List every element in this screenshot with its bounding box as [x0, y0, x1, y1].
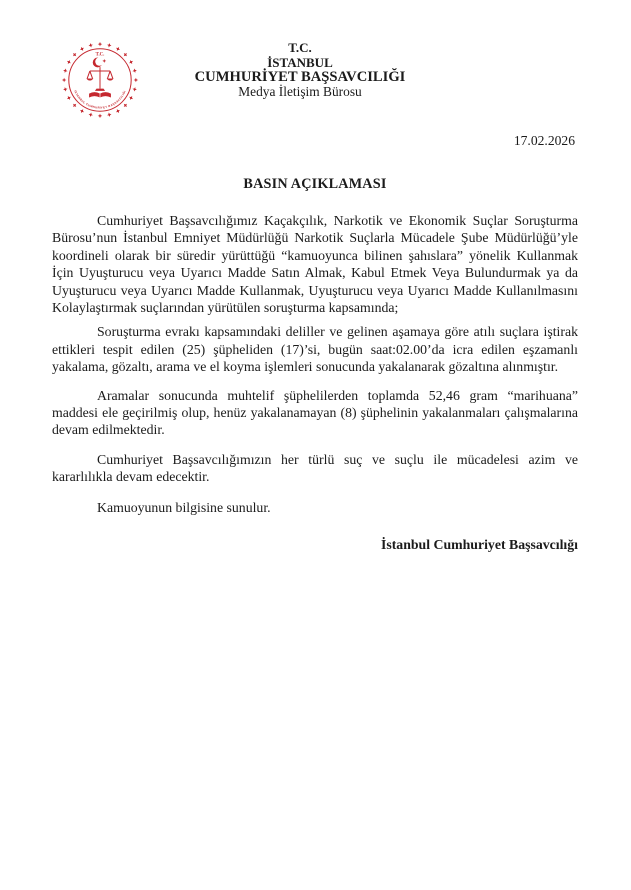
paragraph-seizure: Aramalar sonucunda muhtelif şüphelilerden toplamda 52,46 gram “marihuana” maddesi ele geçirilmiş olup, henüz yakalanamayan (8) şüphelinin yakalanmaları çalışmalarına devam edilmektedir. [52, 387, 578, 438]
signature: İstanbul Cumhuriyet Başsavcılığı [380, 537, 578, 553]
paragraph-commitment: Cumhuriyet Başsavcılığımızın her türlü suç ve suçlu ile mücadelesi azim ve kararlılıkla devam edecektir. [52, 451, 578, 485]
document-body [52, 176, 578, 553]
letterhead [52, 41, 548, 99]
document-date: 17.02.2026 [513, 133, 575, 148]
paragraph-public-notice: Kamuoyunun bilgisine sunulur. [97, 499, 271, 515]
document-title: BASIN AÇIKLAMASI [243, 176, 387, 192]
emblem-ring-text: İSTANBUL CUMHURİYET BAŞSAVCILIĞI [73, 89, 127, 110]
letterhead-republic: T.C. [288, 40, 312, 55]
paragraph-detentions: Soruşturma evrakı kapsamındaki deliller ve gelinen aşamaya göre atılı suçlara iştirak ettikleri tespit edilen (25) şüpheliden (17)’si, bugün saat:02.00’da icra edilen eşzamanlı yakalama, gözaltı, arama ve el koyma işlemleri sonucunda yakalanarak gözaltına alınmıştır. [52, 324, 578, 375]
letterhead-city: İSTANBUL [267, 54, 333, 70]
letterhead-bureau: Medya İletişim Bürosu [238, 83, 362, 99]
paragraph-investigation-scope: Cumhuriyet Başsavcılığımız Kaçakçılık, Narkotik ve Ekonomik Suçlar Soruşturma Bürosu’nun İstanbul Emniyet Müdürlüğü Narkotik Suçlarla Mücadele Şube Müdürlüğü’yle koordineli olarak bir süredir yürüttüğü “kamuoyunca bilinen şahıslara” yönelik Kullanmak İçin Uyuşturucu veya Uyarıcı Madde Satın Almak, Kabul Etmek Veya Bulundurmak ya da Uyuşturucu veya Uyarıcı Madde Kullanmak, Uyuşturucu veya Uyarıcı Madde Kullanılmasını Kolaylaştırmak suçlarından yürütülen soruşturma kapsamında; [52, 213, 578, 316]
emblem-tc-text: T.C. [95, 52, 105, 58]
letterhead-office: CUMHURİYET BAŞSAVCILIĞI [194, 69, 406, 86]
